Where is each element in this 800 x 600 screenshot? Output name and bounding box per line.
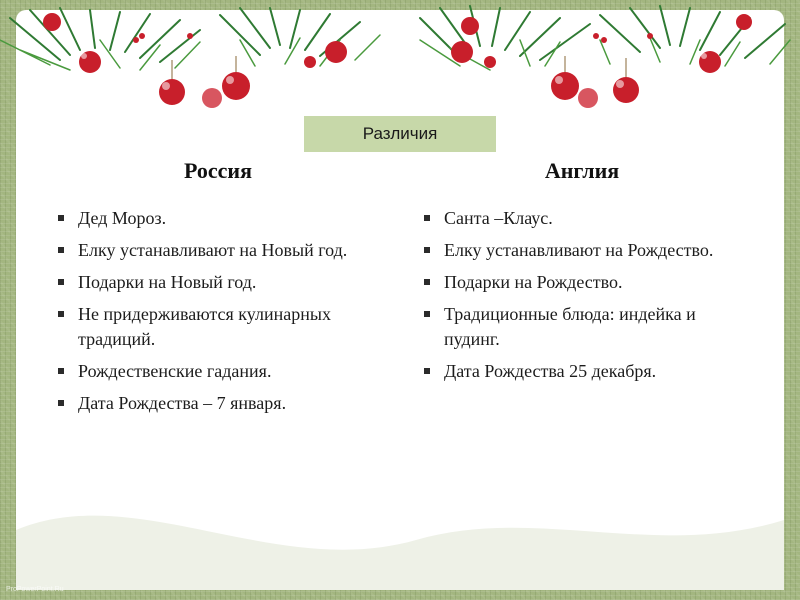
list-item: Санта –Клаус. [422,206,752,231]
christmas-garland-icon [0,0,800,120]
list-item: Подарки на Новый год. [56,270,386,295]
list-item: Дата Рождества 25 декабря. [422,359,752,384]
list-item: Дед Мороз. [56,206,386,231]
england-list [422,206,752,391]
list-item: Традиционные блюда: индейка и пудинг. [422,302,752,352]
list-item: Не придерживаются кулинарных традиций. [56,302,386,352]
differences-label: Различия [304,116,496,152]
list-item: Елку устанавливают на Рождество. [422,238,752,263]
column-title-russia: Россия [184,158,252,183]
column-title-england: Англия [544,158,620,183]
list-item: Елку устанавливают на Новый год. [56,238,386,263]
list-item: Дата Рождества – 7 января. [56,391,386,416]
list-item: Рождественские гадания. [56,359,386,384]
watermark: ProPowerPoint.Ru [6,586,64,593]
bottom-wave-decoration [16,470,784,590]
list-item: Подарки на Рождество. [422,270,752,295]
russia-list [56,206,386,423]
